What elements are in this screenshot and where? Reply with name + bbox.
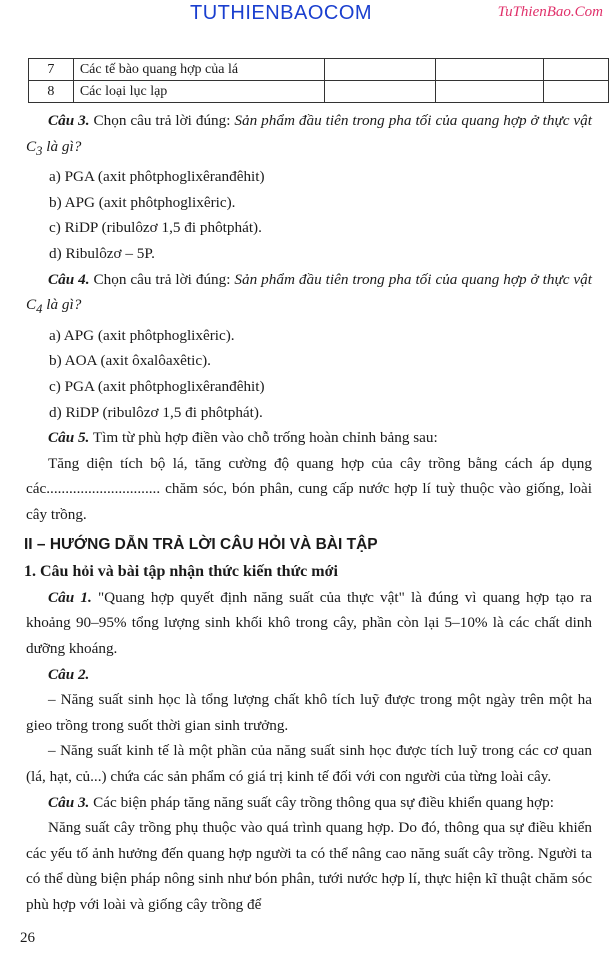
option: b) AOA (axit ôxalôaxêtic). [49, 352, 211, 370]
subsection-title: 1. Câu hỏi và bài tập nhận thức kiến thức mới [24, 563, 338, 581]
answer-table [28, 58, 609, 103]
answer-3 [26, 790, 592, 816]
empty-cell [544, 81, 609, 103]
row-item: Các tế bào quang hợp của lá [73, 59, 324, 81]
empty-cell [435, 81, 544, 103]
page-number: 26 [20, 930, 35, 946]
question-tail: là gì? [42, 296, 82, 314]
empty-cell [544, 59, 609, 81]
question-label: Câu 5. [48, 429, 90, 447]
question-label: Câu 3. [48, 793, 90, 811]
question-italic: Sản phẩm đầu tiên trong pha tối của quang hợp ở thực vật C [26, 112, 592, 155]
question-5 [26, 425, 592, 451]
question-label: Câu 1. [48, 588, 92, 606]
empty-cell [435, 59, 544, 81]
empty-cell [325, 81, 436, 103]
site-logo: TuThienBao.Com [497, 4, 603, 20]
row-number: 8 [29, 81, 74, 103]
paragraph: – Năng suất kinh tế là một phần của năng suất sinh học được tích luỹ trong các cơ quan (lá, hạt, củ...) chứa các sản phẩm có giá trị kinh tế đối với con người của từng loài cây. [26, 742, 592, 785]
option: d) Ribulôzơ – 5P. [49, 245, 155, 262]
subscript: 3 [36, 143, 43, 158]
answer-2-label [26, 662, 592, 688]
option: c) RiDP (ribulôzơ 1,5 đi phôtphát). [49, 219, 262, 237]
answer-text: Các biện pháp tăng năng suất cây trồng thông qua sự điều khiển quang hợp: [89, 793, 554, 811]
question-label: Câu 2. [48, 665, 90, 683]
question-text: Tìm từ phù hợp điền vào chỗ trống hoàn chỉnh bảng sau: [89, 429, 438, 447]
answer-text: "Quang hợp quyết định năng suất của thực vật" là đúng vì quang hợp tạo ra khoảng 90–95% tổng lượng sinh khối khô trong cây, phần còn lại 5–10% là các chất dinh dưỡng khoáng. [26, 588, 593, 657]
question-label: Câu 4. [48, 270, 90, 288]
question-text: Chọn câu trả lời đúng: [89, 112, 235, 129]
row-item: Các loại lục lạp [73, 81, 324, 103]
option: a) PGA (axit phôtphoglixêranđêhit) [49, 168, 265, 186]
option: d) RiDP (ribulôzơ 1,5 đi phôtphát). [49, 403, 263, 421]
subscript: 4 [36, 302, 43, 317]
page-header [0, 2, 609, 30]
empty-cell [325, 59, 436, 81]
question-3 [26, 108, 592, 164]
answer-1 [26, 585, 592, 662]
question-tail: là gì? [42, 137, 82, 155]
section-title: II – HƯỚNG DẪN TRẢ LỜI CÂU HỎI VÀ BÀI TẬP [24, 535, 378, 553]
question-label: Câu 3. [48, 112, 90, 129]
site-title: TUTHIENBAOCOM [190, 2, 373, 24]
page-body [26, 108, 592, 917]
paragraph: Tăng diện tích bộ lá, tăng cường độ quang hợp của cây trồng bằng cách áp dụng các.............................. chăm sóc, bón phân, cung cấp nước hợp lí tuỳ thuộc vào giống, loài cây trồng. [26, 454, 592, 523]
option: a) APG (axit phôtphoglixêric). [49, 326, 235, 344]
table-row [29, 59, 609, 81]
question-text: Chọn câu trả lời đúng: [89, 270, 235, 288]
option: b) APG (axit phôtphoglixêric). [49, 193, 236, 211]
option: c) PGA (axit phôtphoglixêranđêhit) [49, 378, 265, 395]
paragraph: Năng suất cây trồng phụ thuộc vào quá trình quang hợp. Do đó, thông qua sự điều khiển các yếu tố ảnh hưởng đến quang hợp người ta có thể nâng cao năng suất cây trồng. Người ta có thể dùng biện pháp nông sinh như bón phân, tưới nước hợp lí, thực hiện kĩ thuật chăm sóc phù hợp với loài và giống cây trồng để [26, 819, 592, 913]
row-number: 7 [29, 59, 74, 81]
question-italic: Sản phẩm đầu tiên trong pha tối của quang hợp ở thực vật C [26, 270, 592, 314]
table-row [29, 81, 609, 103]
question-4 [26, 267, 592, 323]
paragraph: – Năng suất sinh học là tổng lượng chất khô tích luỹ được trong một ngày trên một ha gieo trồng trong suốt thời gian sinh trưởng. [26, 691, 592, 734]
